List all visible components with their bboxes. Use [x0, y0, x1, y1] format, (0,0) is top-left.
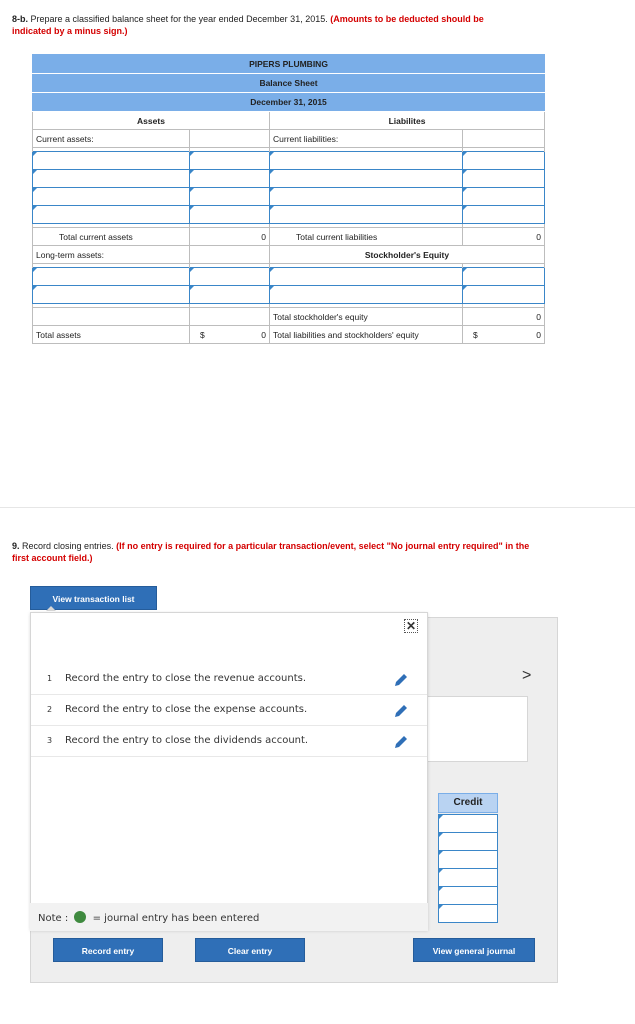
current-liability-account-input[interactable]: [270, 188, 463, 206]
credit-input[interactable]: [438, 832, 498, 851]
liabilities-header: Liabilites: [270, 112, 545, 130]
question-text: Prepare a classified balance sheet for the year ended December 31, 2015.: [30, 14, 328, 24]
transaction-number: 2: [47, 705, 53, 714]
total-current-liabilities-label: Total current liabilities: [270, 228, 463, 246]
total-current-assets-value: 0: [190, 228, 270, 246]
question-instruction: (Amounts to be deducted should be indicated by a minus sign.): [12, 14, 484, 36]
question-number: 8-b.: [12, 14, 29, 24]
total-stockholders-equity-value: 0: [463, 308, 545, 326]
current-asset-account-input[interactable]: [33, 170, 190, 188]
section-divider: [0, 507, 635, 508]
entered-indicator-icon: [74, 911, 86, 923]
total-stockholders-equity-label: Total stockholder's equity: [270, 308, 463, 326]
total-current-liabilities-value: 0: [463, 228, 545, 246]
equity-account-input[interactable]: [270, 286, 463, 304]
transaction-number: 1: [47, 674, 53, 683]
current-liability-amount-input[interactable]: [463, 206, 545, 224]
statement-date: December 31, 2015: [33, 93, 545, 112]
current-asset-account-input[interactable]: [33, 152, 190, 170]
transaction-row[interactable]: [31, 665, 427, 695]
stockholders-equity-header: Stockholder's Equity: [270, 246, 545, 264]
journal-entry-area: [428, 696, 528, 762]
current-asset-amount-input[interactable]: [190, 206, 270, 224]
transaction-label: Record the entry to close the dividends account.: [65, 735, 309, 746]
pencil-icon[interactable]: [393, 703, 409, 719]
company-name: PIPERS PLUMBING: [33, 55, 545, 74]
close-icon[interactable]: ✕: [405, 619, 417, 633]
long-term-asset-amount-input[interactable]: [190, 268, 270, 286]
total-assets-currency: $: [200, 329, 205, 340]
current-asset-amount-input[interactable]: [190, 152, 270, 170]
transaction-label: Record the entry to close the revenue accounts.: [65, 673, 307, 684]
credit-input[interactable]: [438, 886, 498, 905]
note-prefix: Note :: [38, 913, 69, 924]
question-instruction: (If no entry is required for a particular transaction/event, select "No journal entry required" in the first account field.): [12, 541, 530, 563]
current-asset-amount-input[interactable]: [190, 188, 270, 206]
transaction-number: 3: [47, 736, 53, 745]
equity-amount-input[interactable]: [463, 286, 545, 304]
question-number: 9.: [12, 541, 20, 551]
total-liab-equity-label: Total liabilities and stockholders' equity: [270, 326, 463, 344]
current-asset-amount-input[interactable]: [190, 170, 270, 188]
statement-name: Balance Sheet: [33, 74, 545, 93]
total-liab-equity-cell: [463, 326, 545, 344]
current-liability-account-input[interactable]: [270, 152, 463, 170]
transaction-row[interactable]: [31, 696, 427, 726]
total-assets-cell: [190, 326, 270, 344]
current-liability-amount-input[interactable]: [463, 188, 545, 206]
total-current-assets-label: Total current assets: [33, 228, 190, 246]
popup-pointer: [46, 606, 56, 611]
long-term-assets-label: Long-term assets:: [33, 246, 190, 264]
credit-input[interactable]: [438, 904, 498, 923]
long-term-asset-account-input[interactable]: [33, 268, 190, 286]
note-text: = journal entry has been entered: [92, 913, 260, 924]
transaction-label: Record the entry to close the expense accounts.: [65, 704, 308, 715]
long-term-asset-account-input[interactable]: [33, 286, 190, 304]
credit-input[interactable]: [438, 814, 498, 833]
total-liab-equity-value: 0: [536, 329, 541, 340]
transaction-list-popup: [30, 612, 428, 930]
question-9: [12, 540, 532, 564]
next-arrow-icon[interactable]: >: [522, 667, 532, 684]
pencil-icon[interactable]: [393, 734, 409, 750]
total-assets-label: Total assets: [33, 326, 190, 344]
current-liability-account-input[interactable]: [270, 170, 463, 188]
total-liab-equity-currency: $: [473, 329, 478, 340]
current-liabilities-label: Current liabilities:: [270, 130, 463, 148]
view-transaction-list-button[interactable]: View transaction list: [30, 586, 157, 610]
pencil-icon[interactable]: [393, 672, 409, 688]
credit-input[interactable]: [438, 850, 498, 869]
question-text: Record closing entries.: [22, 541, 114, 551]
total-assets-value: 0: [261, 329, 266, 340]
equity-amount-input[interactable]: [463, 268, 545, 286]
current-assets-label: Current assets:: [33, 130, 190, 148]
balance-sheet-table: [32, 54, 545, 344]
view-general-journal-button[interactable]: View general journal: [413, 938, 535, 962]
credit-input[interactable]: [438, 868, 498, 887]
clear-entry-button[interactable]: Clear entry: [195, 938, 305, 962]
current-liability-amount-input[interactable]: [463, 152, 545, 170]
credit-column-header: Credit: [438, 793, 498, 813]
current-liability-account-input[interactable]: [270, 206, 463, 224]
equity-account-input[interactable]: [270, 268, 463, 286]
question-8b: [12, 13, 512, 37]
note-bar: [30, 903, 428, 931]
assets-header: Assets: [33, 112, 270, 130]
current-asset-account-input[interactable]: [33, 188, 190, 206]
current-liability-amount-input[interactable]: [463, 170, 545, 188]
current-asset-account-input[interactable]: [33, 206, 190, 224]
record-entry-button[interactable]: Record entry: [53, 938, 163, 962]
long-term-asset-amount-input[interactable]: [190, 286, 270, 304]
transaction-row[interactable]: [31, 727, 427, 757]
